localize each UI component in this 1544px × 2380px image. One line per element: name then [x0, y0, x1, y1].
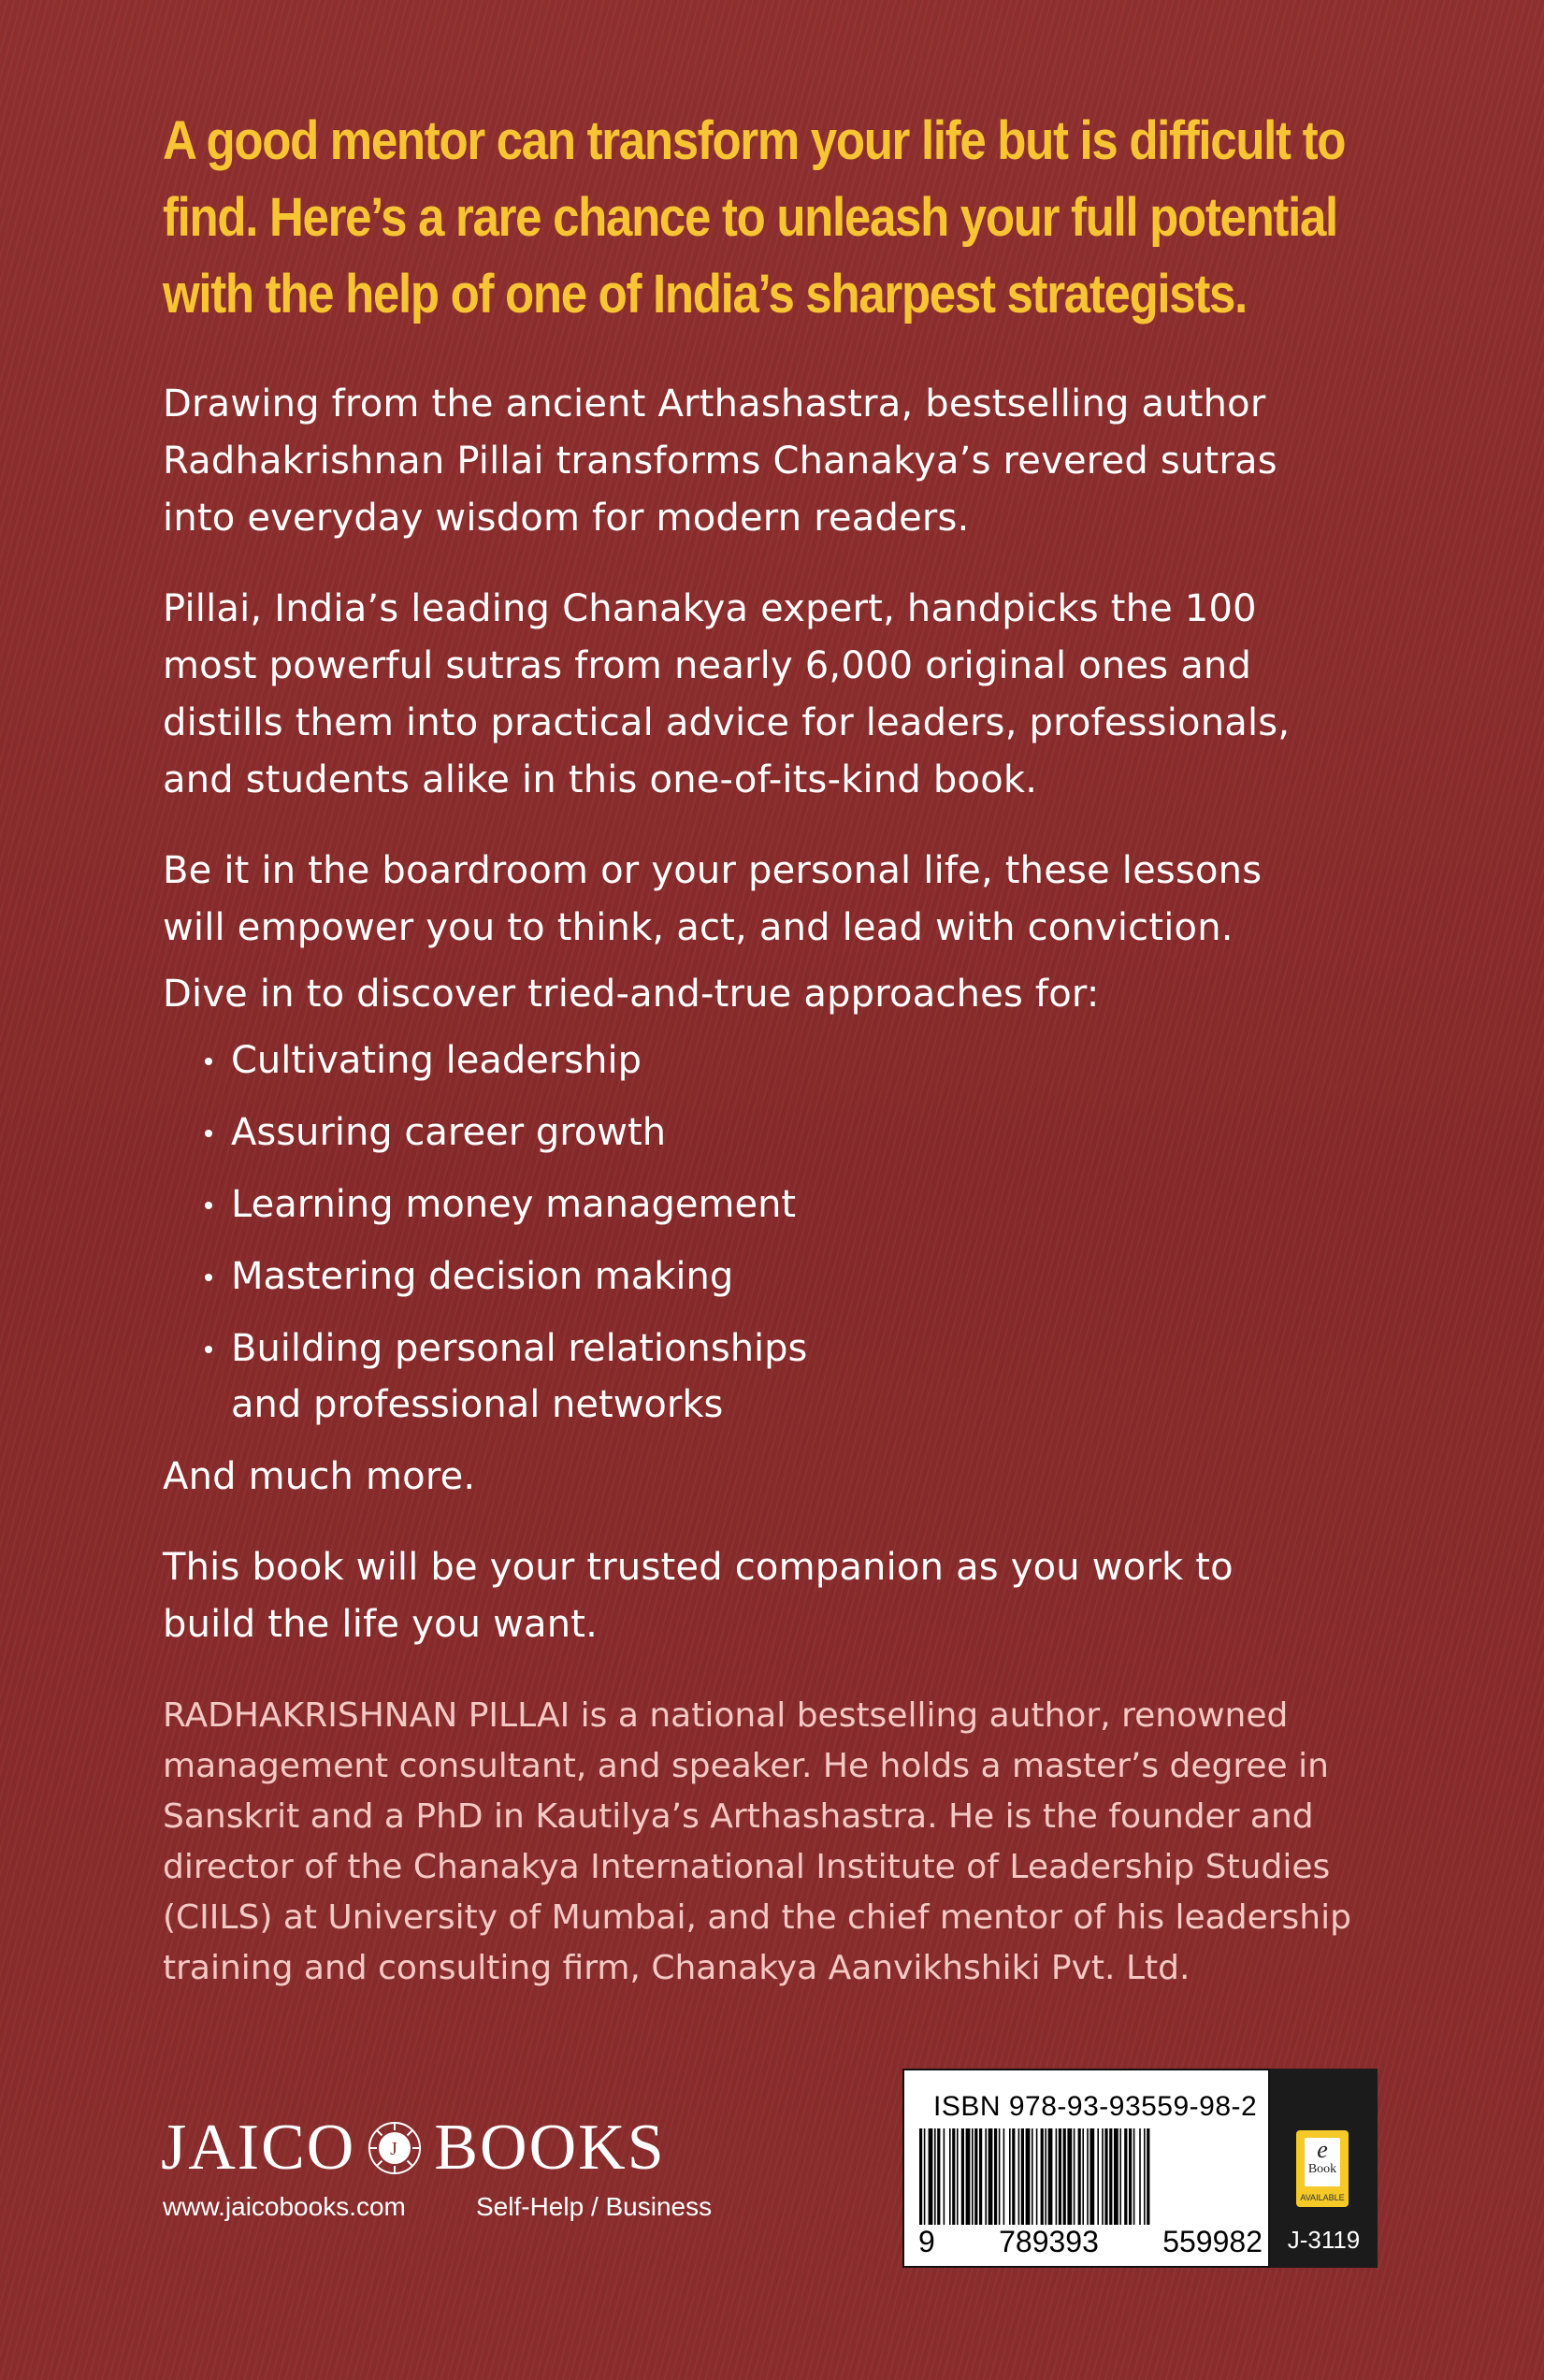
barcode-bars — [916, 2128, 1262, 2241]
list-item — [205, 1248, 1416, 1305]
barcode-bar — [1067, 2128, 1072, 2241]
barcode-bar — [1003, 2128, 1005, 2241]
text-line: This book will be your trusted companion as you work to — [163, 1546, 1234, 1589]
barcode-bar — [944, 2128, 945, 2241]
text-line: Be it in the boardroom or your personal life, these lessons — [163, 849, 1263, 892]
barcode-bar — [1032, 2128, 1033, 2241]
expert-paragraph — [163, 581, 1416, 809]
barcode-bar — [1087, 2128, 1089, 2241]
barcode-bar — [1018, 2128, 1020, 2241]
barcode-bar — [1104, 2128, 1107, 2241]
approach-list — [163, 1032, 1416, 1433]
list-item — [205, 1104, 1416, 1161]
barcode-bar — [1041, 2128, 1044, 2241]
list-intro: Dive in to discover tried-and-true approaches for: — [163, 973, 1100, 1016]
barcode-bar — [1119, 2128, 1121, 2241]
barcode-bar — [1021, 2128, 1024, 2241]
barcode-bar — [929, 2128, 933, 2241]
barcode-bar — [1056, 2128, 1058, 2241]
barcode-bar — [1026, 2128, 1031, 2241]
barcode-bar — [988, 2128, 993, 2241]
barcode-bar — [1048, 2128, 1053, 2241]
isbn-label: ISBN 978-93-93559-98-2 — [933, 2091, 1258, 2122]
barcode-bar — [994, 2128, 997, 2241]
barcode-bar — [1147, 2128, 1149, 2241]
list-item — [205, 1320, 1416, 1433]
barcode-bar — [1114, 2128, 1118, 2241]
ebook-word: Book — [1307, 2162, 1337, 2176]
bullet-icon — [205, 1202, 212, 1209]
bullet-icon — [205, 1130, 212, 1137]
bio-line: director of the Chanakya International Institute of Leadership Studies — [163, 1848, 1331, 1886]
text-line: most powerful sutras from nearly 6,000 original ones and — [163, 644, 1252, 687]
bullet-icon — [205, 1346, 212, 1353]
sun-emblem-icon — [367, 2120, 423, 2176]
barcode-bar — [1082, 2128, 1084, 2241]
intro-paragraph — [163, 376, 1416, 547]
barcode-bar — [1124, 2128, 1127, 2241]
headline-line: with the help of one of India’s sharpest strategists. — [163, 264, 1247, 325]
list-item-text: Assuring career growth — [231, 1111, 667, 1154]
headline — [163, 103, 1397, 333]
barcode-bar — [1045, 2128, 1046, 2241]
barcode-bar — [985, 2128, 987, 2241]
ebook-icon — [1305, 2138, 1340, 2186]
publisher-name-right: BOOKS — [434, 2112, 666, 2184]
barcode-bar — [1129, 2128, 1132, 2241]
barcode-bar — [919, 2128, 922, 2241]
list-item — [205, 1032, 1416, 1089]
bullet-icon — [205, 1058, 212, 1065]
book-category: Self-Help / Business — [476, 2192, 713, 2221]
text-line: will empower you to think, act, and lead with conviction. — [163, 906, 1234, 949]
bio-line: training and consulting firm, Chanakya Aanvikhshiki Pvt. Ltd. — [163, 1949, 1190, 1987]
job-code: J-3119 — [1287, 2226, 1361, 2254]
list-item-text: Building personal relationships — [231, 1327, 808, 1370]
barcode-bar — [979, 2128, 982, 2241]
barcode-bar — [972, 2128, 974, 2241]
author-bio — [163, 1691, 1425, 1994]
isbn-barcode — [902, 2069, 1270, 2268]
text-line: build the life you want. — [163, 1603, 599, 1646]
barcode-bar — [974, 2128, 977, 2241]
barcode-bar — [1036, 2128, 1038, 2241]
text-line: Radhakrishnan Pillai transforms Chanakya’s revered sutras — [163, 440, 1277, 483]
barcode-digit-group: 559982 — [1162, 2225, 1263, 2258]
emblem-letter: J — [390, 2139, 400, 2159]
ebook-availability: AVAILABLE — [1300, 2193, 1345, 2202]
barcode-bar — [949, 2128, 951, 2241]
back-cover-content — [163, 103, 1416, 1994]
bullet-icon — [205, 1274, 212, 1281]
publisher-logo — [161, 2112, 666, 2184]
barcode-bar — [961, 2128, 964, 2241]
barcode-bar — [1144, 2128, 1146, 2241]
empower-paragraph — [163, 843, 1416, 957]
headline-line: A good mentor can transform your life but is difficult to — [163, 110, 1346, 171]
text-line: Pillai, India’s leading Chanakya expert, handpicks the 100 — [163, 587, 1257, 630]
bio-line: (CIILS) at University of Mumbai, and the chief mentor of his leadership — [163, 1898, 1351, 1937]
barcode-bar — [1078, 2128, 1081, 2241]
barcode-bar — [957, 2128, 959, 2241]
publisher-name-left: JAICO — [161, 2112, 356, 2184]
text-line: and students alike in this one-of-its-kind book. — [163, 758, 1038, 801]
barcode-bar — [934, 2128, 936, 2241]
barcode-bar — [1102, 2128, 1104, 2241]
barcode-bar — [1089, 2128, 1094, 2241]
barcode-bar — [952, 2128, 955, 2241]
barcode-bar — [1012, 2128, 1015, 2241]
text-line: into everyday wisdom for modern readers. — [163, 497, 970, 540]
ebook-letter: e — [1317, 2136, 1328, 2163]
closing-line: And much more. — [163, 1455, 476, 1498]
barcode-bar — [1097, 2128, 1099, 2241]
publisher-url[interactable]: www.jaicobooks.com — [163, 2192, 406, 2221]
list-item-text: and professional networks — [231, 1383, 724, 1426]
price-panel — [1270, 2069, 1378, 2268]
list-item — [205, 1176, 1416, 1233]
list-item-text: Mastering decision making — [231, 1255, 734, 1298]
barcode-bar — [1059, 2128, 1061, 2241]
barcode-bar — [924, 2128, 926, 2241]
headline-line: find. Here’s a rare chance to unleash your full potential — [163, 187, 1337, 248]
barcode-bar — [1009, 2128, 1011, 2241]
text-line: distills them into practical advice for leaders, professionals, — [163, 701, 1291, 744]
barcode-digit-group: 9 — [918, 2225, 935, 2258]
bio-line: management consultant, and speaker. He holds a master’s degree in — [163, 1747, 1329, 1785]
barcode-bar — [966, 2128, 971, 2241]
barcode-digits — [917, 2225, 1263, 2259]
barcode-bar — [1139, 2128, 1141, 2241]
ebook-available-badge — [1296, 2130, 1349, 2207]
text-line: Drawing from the ancient Arthashastra, bestselling author — [163, 382, 1266, 426]
barcode-bar — [1133, 2128, 1135, 2241]
barcode-bar — [937, 2128, 940, 2241]
list-item-text: Learning money management — [231, 1183, 797, 1226]
barcode-digit-group: 789393 — [999, 2225, 1099, 2258]
barcode-bar — [1109, 2128, 1112, 2241]
list-item-text: Cultivating leadership — [231, 1039, 642, 1082]
barcode-bar — [1074, 2128, 1075, 2241]
companion-paragraph — [163, 1539, 1416, 1653]
bio-line: Sanskrit and a PhD in Kautilya’s Arthashastra. He is the founder and — [163, 1797, 1314, 1836]
barcode-bar — [999, 2128, 1001, 2241]
bio-line: RADHAKRISHNAN PILLAI is a national bestselling author, renowned — [163, 1696, 1289, 1735]
barcode-bar — [1063, 2128, 1066, 2241]
